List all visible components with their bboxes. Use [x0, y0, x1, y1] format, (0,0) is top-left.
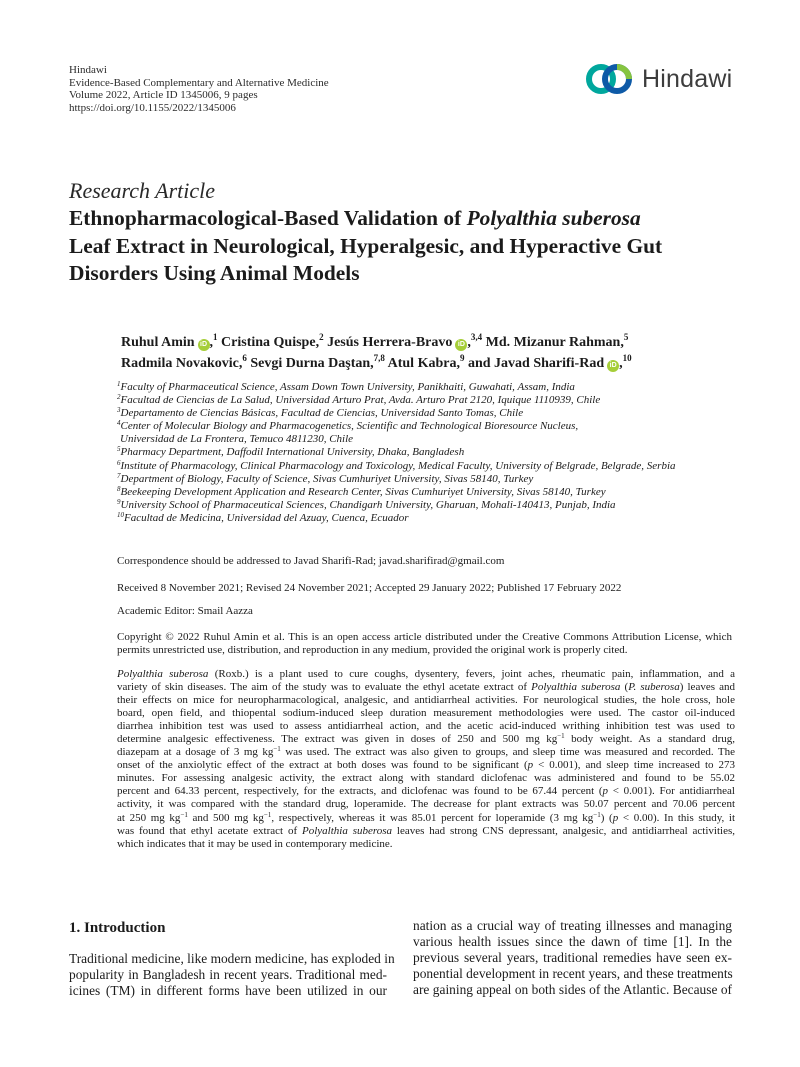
affiliation-number: 5 — [117, 445, 121, 454]
author-affiliation-mark: 10 — [622, 353, 632, 363]
abstract-line — [117, 707, 735, 720]
abstract — [117, 668, 735, 851]
affiliation-number: 6 — [117, 458, 121, 467]
affiliation-number: 8 — [117, 484, 121, 493]
body-text-line: icines (TM) in different forms have been utilized in our — [69, 982, 387, 998]
abstract-text: < 0.001). For antidiarrheal — [608, 785, 735, 798]
affiliation-number: 2 — [117, 393, 121, 402]
abstract-line — [117, 746, 735, 759]
abstract-text: percent and 64.33 percent, respectively, for the extracts, and diclofenac was found to be 67.44 percent ( — [117, 785, 603, 798]
abstract-text: activity, it was compared with the standard drug, loperamide. The decrease for plant extracts was 50.07 percent and 70.06 percent — [117, 798, 735, 811]
abstract-line — [117, 733, 735, 746]
abstract-line — [117, 798, 735, 811]
abstract-line — [117, 720, 735, 733]
affiliation-text: Faculty of Pharmaceutical Science, Assam Down Town University, Panikhaiti, Guwahati, Assam, India — [120, 381, 575, 393]
author-name: Cristina Quispe — [221, 335, 316, 350]
body-text-line: various health issues since the dawn of time [1]. In the — [413, 933, 732, 949]
publisher-name: Hindawi — [69, 64, 107, 76]
doi-link[interactable]: https://doi.org/10.1155/2022/1345006 — [69, 101, 236, 114]
affiliation-item — [117, 460, 676, 473]
abstract-text: at 250 mg kg — [117, 811, 181, 824]
abstract-text: diarrhea inhibition test was used to assess antidiarrheal action, and the acetic acid-induced writhing inhibition test was used to — [117, 720, 735, 733]
author-separator: , — [620, 335, 624, 350]
author-name: Javad Sharifi-Rad — [494, 356, 605, 371]
affiliation-text: Department of Biology, Faculty of Science, Sivas Cumhuriyet University, Sivas 58140, Turkey — [120, 472, 534, 485]
affiliation-item — [117, 433, 676, 446]
author-name: Jesús Herrera-Bravo — [327, 335, 453, 350]
author-separator: , — [209, 335, 214, 350]
affiliation-text: Beekeeping Development Application and Research Center, Sivas Cumhuriyet University, Sivas 58140, Turkey — [120, 485, 606, 498]
affiliation-item — [117, 512, 676, 525]
abstract-text: ) ( — [600, 811, 613, 824]
author-separator: and — [464, 356, 495, 371]
affiliation-text: Universidad de La Frontera, Temuco 4811230, Chile — [120, 433, 354, 446]
author-separator: , — [467, 335, 471, 350]
affiliation-text: University School of Pharmaceutical Sciences, Chandigarh University, Gharuan, Mohali-140413, Punjab, India — [120, 498, 616, 511]
affiliation-item — [117, 499, 676, 512]
affiliation-item — [117, 486, 676, 499]
abstract-line — [117, 825, 735, 838]
author-list — [121, 332, 632, 374]
correspondence: Correspondence should be addressed to Javad Sharifi-Rad; javad.sharifirad@gmail.com — [117, 555, 505, 567]
body-text-line: nation as a crucial way of treating illnesses and managing — [413, 918, 732, 933]
affiliation-item — [117, 420, 676, 433]
species-name: Polyalthia suberosa — [466, 206, 641, 230]
body-text-line: previous several years, traditional remedies have seen ex- — [413, 949, 732, 965]
body-column-right — [413, 918, 732, 998]
author-separator: , — [315, 335, 320, 350]
superscript: −1 — [273, 745, 281, 754]
title-text: Ethnopharmacological-Based Validation of — [69, 206, 467, 230]
orcid-icon[interactable]: iD — [455, 339, 467, 351]
italic-text: P. suberosa — [628, 681, 680, 694]
author-name: Atul Kabra — [387, 356, 457, 371]
author-affiliation-mark: 2 — [319, 332, 324, 342]
abstract-text: diazepam at a dosage of 3 mg kg — [117, 746, 274, 759]
abstract-line — [117, 694, 735, 707]
author-name: Radmila Novakovic — [121, 356, 239, 371]
author-name: Sevgi Durna Daştan — [250, 356, 371, 371]
author-separator: , — [238, 356, 243, 371]
abstract-text: variety of skin diseases. The aim of the study was to evaluate the ethyl acetate extract of — [117, 681, 532, 694]
hindawi-logo[interactable] — [584, 62, 732, 96]
abstract-text: < 0.001), and sleep time increased to 273 — [533, 759, 735, 772]
section-heading: 1. Introduction — [69, 920, 166, 936]
copyright-notice: Copyright © 2022 Ruhul Amin et al. This is an open access article distributed under the Creative Commons Attribution License, which permits unrestricted use, distribution, and reproduction in any medium, provided the original work is properly cited. — [117, 631, 732, 656]
abstract-line — [117, 812, 735, 825]
abstract-line — [117, 772, 735, 785]
italic-text: Polyalthia suberosa — [531, 681, 621, 694]
abstract-line — [117, 838, 735, 851]
superscript: −1 — [557, 732, 565, 741]
affiliation-number: 7 — [117, 471, 121, 480]
author-name: Md. Mizanur Rahman — [485, 335, 621, 350]
abstract-text: leaves had strong CNS depressant, analgesic, and antidiarrheal activities, — [392, 824, 735, 837]
author-separator: , — [370, 356, 374, 371]
publication-info — [69, 64, 329, 114]
italic-text: Polyalthia suberosa — [117, 668, 209, 680]
abstract-text: was found that ethyl acetate extract of — [117, 824, 303, 837]
abstract-text: < 0.00). In this study, it — [618, 811, 736, 824]
superscript: −1 — [180, 810, 188, 819]
affiliation-text: Pharmacy Department, Daffodil International University, Dhaka, Bangladesh — [120, 446, 465, 459]
abstract-text: , respectively, whereas it was 85.01 percent for loperamide (3 mg kg — [271, 811, 594, 824]
abstract-text: minutes. For assessing analgesic activity, the extract along with standard diclofenac was administered and found to be 55.02 — [117, 772, 735, 785]
affiliation-item — [117, 381, 676, 394]
body-text-line: are gaining appeal on both sides of the Atlantic. Because of — [413, 981, 732, 997]
author-line-2 — [121, 353, 632, 374]
author-affiliation-mark: 9 — [459, 353, 465, 363]
author-affiliation-mark: 3,4 — [470, 332, 483, 342]
academic-editor: Academic Editor: Smail Aazza — [117, 605, 253, 617]
affiliation-item — [117, 473, 676, 486]
affiliation-item — [117, 446, 676, 459]
title-line-3: Disorders Using Animal Models — [69, 261, 360, 285]
author-line-1 — [121, 332, 632, 353]
affiliation-number: 4 — [117, 419, 121, 428]
affiliation-item — [117, 407, 676, 420]
body-column-left — [69, 951, 395, 999]
orcid-icon[interactable]: iD — [198, 339, 210, 351]
abstract-text: and 500 mg kg — [187, 811, 264, 824]
affiliation-text: Facultad de Ciencias de La Salud, Universidad Arturo Prat, Avda. Arturo Prat 2120, Iquique 1110939, Chile — [120, 394, 601, 407]
affiliation-number: 9 — [117, 497, 121, 506]
affiliation-number: 1 — [117, 380, 121, 388]
italic-text: p — [612, 811, 619, 824]
affiliation-text: Center of Molecular Biology and Pharmacogenetics, Scientific and Technological Bioresource Nucleus, — [120, 420, 579, 433]
superscript: −1 — [593, 810, 601, 819]
abstract-line — [117, 759, 735, 772]
author-name: Ruhul Amin — [121, 335, 195, 350]
abstract-text: was used. The extract was also given to groups, and sleep time was measured and recorded. The — [280, 746, 735, 759]
author-affiliation-mark: 6 — [242, 353, 247, 363]
abstract-text: their effects on mice for neuropharmacological, analgesic, and antidiarrheal activities. For neurological studies, the hole cross, hole — [117, 694, 735, 707]
volume-info: Volume 2022, Article ID 1345006, 9 pages — [69, 89, 258, 102]
body-text-line: ponential development in recent years, and these treatments — [413, 965, 733, 981]
affiliation-text: Institute of Pharmacology, Clinical Pharmacology and Toxicology, Medical Faculty, University of Belgrade, Belgrade, Serbia — [120, 459, 676, 472]
orcid-icon[interactable]: iD — [607, 360, 619, 372]
publication-dates: Received 8 November 2021; Revised 24 November 2021; Accepted 29 January 2022; Published 17 February 2022 — [117, 582, 622, 594]
logo-wordmark: Hindawi — [642, 64, 733, 93]
title-line-2: Leaf Extract in Neurological, Hyperalgesic, and Hyperactive Gut — [69, 233, 663, 258]
affiliation-list — [117, 381, 676, 525]
abstract-line — [117, 668, 735, 681]
body-text-line: popularity in Bangladesh in recent years. Traditional med- — [69, 966, 387, 982]
author-affiliation-mark: 1 — [213, 332, 218, 342]
affiliation-text: Facultad de Medicina, Universidad del Azuay, Cuenca, Ecuador — [124, 511, 409, 524]
affiliation-number: 10 — [117, 510, 124, 519]
abstract-text: ) leaves and — [679, 681, 735, 694]
abstract-text: body weight. As a standard drug, — [564, 733, 735, 746]
title-line-1 — [69, 205, 749, 233]
body-text-line: Traditional medicine, like modern medicine, has exploded in — [69, 951, 395, 966]
abstract-text: board, open field, and thiopental sodium-induced sleep duration measurement methodologies were used. The castor oil-induced — [117, 707, 735, 720]
superscript: −1 — [263, 810, 272, 819]
abstract-text: (Roxb.) is a plant used to cure coughs, dysentery, fevers, joint aches, rheumatic pain, inflammation, and a — [208, 668, 735, 680]
abstract-text: which indicates that it may be used in contemporary medicine. — [117, 837, 393, 850]
article-type: Research Article — [69, 178, 216, 203]
author-affiliation-mark: 7,8 — [373, 353, 385, 363]
abstract-text: ( — [620, 681, 629, 694]
affiliation-number: 3 — [117, 406, 121, 415]
hindawi-rings-icon — [584, 62, 636, 96]
author-separator: , — [456, 356, 460, 371]
abstract-line — [117, 681, 735, 694]
affiliation-item — [117, 394, 676, 407]
abstract-text: onset of the anxiolytic effect of the extract at both doses was found to be significant ( — [117, 759, 528, 772]
affiliation-text: Departamento de Ciencias Básicas, Facultad de Ciencias, Universidad Santo Tomas, Chile — [120, 407, 524, 420]
author-affiliation-mark: 5 — [623, 332, 629, 342]
italic-text: p — [602, 785, 609, 798]
italic-text: Polyalthia suberosa — [302, 824, 393, 837]
abstract-line — [117, 785, 735, 798]
author-separator: , — [619, 356, 623, 371]
article-title — [69, 205, 749, 288]
abstract-text: determine analgesic effectiveness. The extract was given in doses of 250 and 500 mg kg — [117, 733, 558, 746]
italic-text: p — [527, 759, 534, 772]
journal-name: Evidence-Based Complementary and Alternative Medicine — [69, 76, 329, 89]
